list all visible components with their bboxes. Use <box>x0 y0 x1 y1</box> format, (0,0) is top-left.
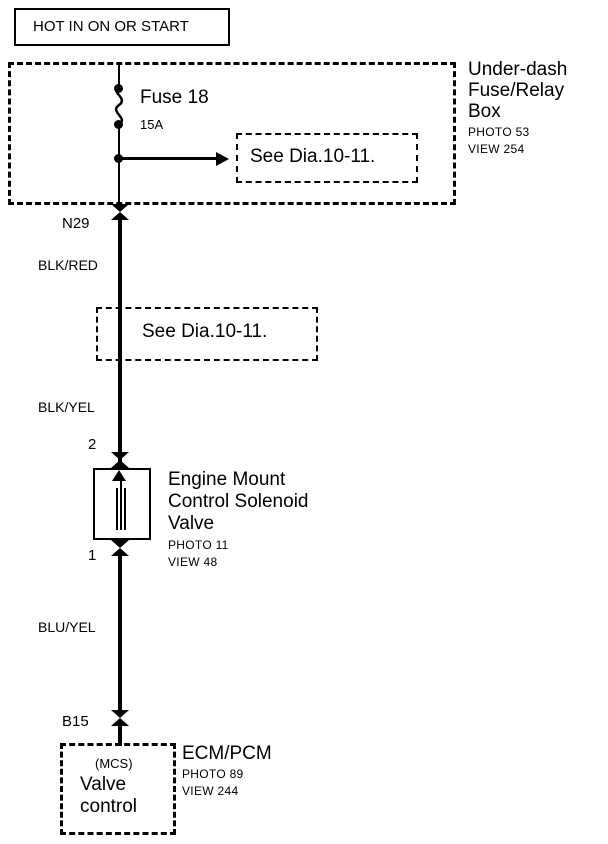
wire-blk-yel-label: BLK/YEL <box>38 399 95 415</box>
solenoid-arrow-icon <box>112 470 126 481</box>
solenoid-pin1-connector-top <box>111 540 129 548</box>
solenoid-pin1-label: 1 <box>88 547 97 564</box>
b15-connector-label: B15 <box>62 713 89 730</box>
n29-connector-label: N29 <box>62 215 90 232</box>
b15-connector-bottom <box>111 718 129 726</box>
hot-in-on-or-start-label: HOT IN ON OR START <box>33 18 189 35</box>
solenoid-view: VIEW 48 <box>168 555 218 569</box>
solenoid-name-line1: Engine Mount <box>168 469 286 490</box>
solenoid-coil-icon <box>106 478 140 534</box>
n29-connector-bottom <box>111 212 129 220</box>
fuse-box-view: VIEW 254 <box>468 142 525 156</box>
fuse-box-name-line3: Box <box>468 101 501 122</box>
fuse-label: Fuse 18 <box>140 87 209 108</box>
solenoid-name-line3: Valve <box>168 513 215 534</box>
fusebox-dia-ref-label: See Dia.10-11. <box>250 146 376 167</box>
n29-connector-top <box>111 204 129 212</box>
wire-blk-red <box>118 220 122 308</box>
wire-blk-yel <box>118 361 122 466</box>
branch-arrow-icon <box>216 152 229 166</box>
fuse-box-name-line2: Fuse/Relay <box>468 80 565 101</box>
ecm-sub-label: (MCS) <box>95 756 133 771</box>
solenoid-pin2-connector-bottom <box>111 460 129 468</box>
solenoid-pin2-label: 2 <box>88 436 97 453</box>
fusebox-exit-lead <box>118 158 120 210</box>
wire-through-dia-ref <box>118 307 122 361</box>
ecm-photo: PHOTO 89 <box>182 767 244 781</box>
fuse-box-photo: PHOTO 53 <box>468 125 530 139</box>
fuse-top-node <box>114 84 123 93</box>
inline-dia-ref-label: See Dia.10-11. <box>142 321 268 342</box>
solenoid-name-line2: Control Solenoid <box>168 491 309 512</box>
solenoid-pin1-connector-bottom <box>111 548 129 556</box>
ecm-func-line2: control <box>80 796 138 817</box>
wire-blk-red-label: BLK/RED <box>38 257 98 273</box>
solenoid-photo: PHOTO 11 <box>168 538 229 552</box>
b15-connector-top <box>111 710 129 718</box>
fuse-box-name-line1: Under-dash <box>468 59 568 80</box>
ecm-title: ECM/PCM <box>182 743 272 764</box>
solenoid-pin2-connector-top <box>111 452 129 460</box>
ecm-view: VIEW 244 <box>182 784 239 798</box>
wire-blu-yel-label: BLU/YEL <box>38 619 96 635</box>
branch-wire-to-dia-ref <box>118 157 218 160</box>
fuse-rating: 15A <box>140 117 164 132</box>
wire-blu-yel <box>118 556 122 712</box>
ecm-func-line1: Valve <box>80 774 127 795</box>
